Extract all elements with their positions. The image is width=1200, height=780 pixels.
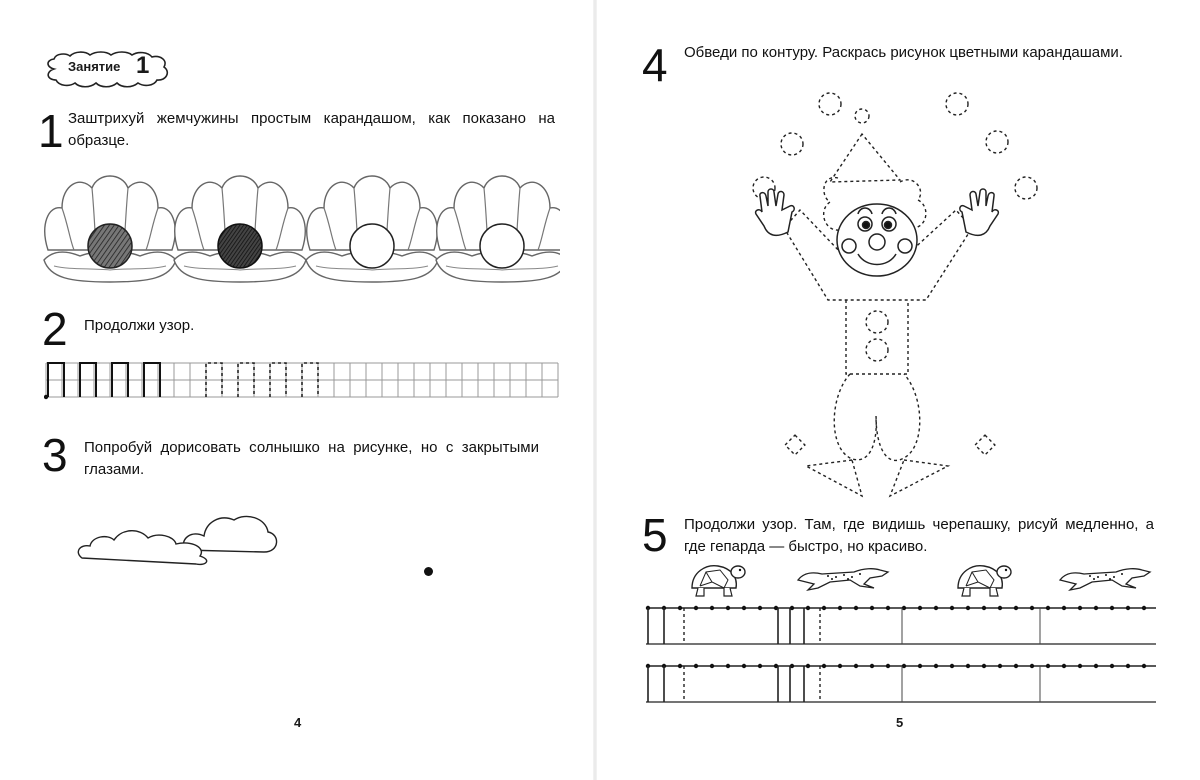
task-5-number: 5 [642,509,668,561]
cheetah-icon [794,562,890,592]
clown-outline-icon [750,86,1050,498]
page-number-right: 5 [896,715,904,730]
task-3-text: Попробуй дорисовать солнышко на рисунке, но с закрытыми глазами. [84,439,539,478]
task-3-number: 3 [42,429,68,481]
pattern-grid [44,360,564,404]
sun-start-dot [424,567,433,576]
writing-lines [640,598,1160,708]
lesson-badge [40,50,175,88]
task-1-number: 1 [38,105,64,157]
task-5-text: Продолжи узор. Там, где видишь черепашку, рисуй медленно, а где гепарда — быстро, но красиво. [684,516,1154,555]
shell-pearl-icon [306,176,438,282]
task-2-text: Продолжи узор. [84,317,195,334]
task-4-text: Обведи по контуру. Раскрась рисунок цветными карандашами. [684,44,1123,61]
shells-row [40,170,560,300]
turtle-icon [952,560,1012,600]
lesson-label: Занятие [68,59,121,74]
cloud-icon [74,508,284,570]
right-page [600,0,1200,780]
task-1-text: Заштрихуй жемчужины простым карандашом, как показано на образце. [68,110,555,149]
cheetah-icon [1056,562,1152,592]
left-page [0,0,590,780]
book-gutter [593,0,597,780]
shell-pearl-icon [436,176,560,282]
lesson-number: 1 [136,52,150,79]
task-4-number: 4 [642,39,668,91]
shell-pearl-icon [44,176,176,282]
task-2-number: 2 [42,303,68,355]
page-number-left: 4 [294,715,302,730]
turtle-icon [686,560,746,600]
shell-pearl-icon [174,176,306,282]
